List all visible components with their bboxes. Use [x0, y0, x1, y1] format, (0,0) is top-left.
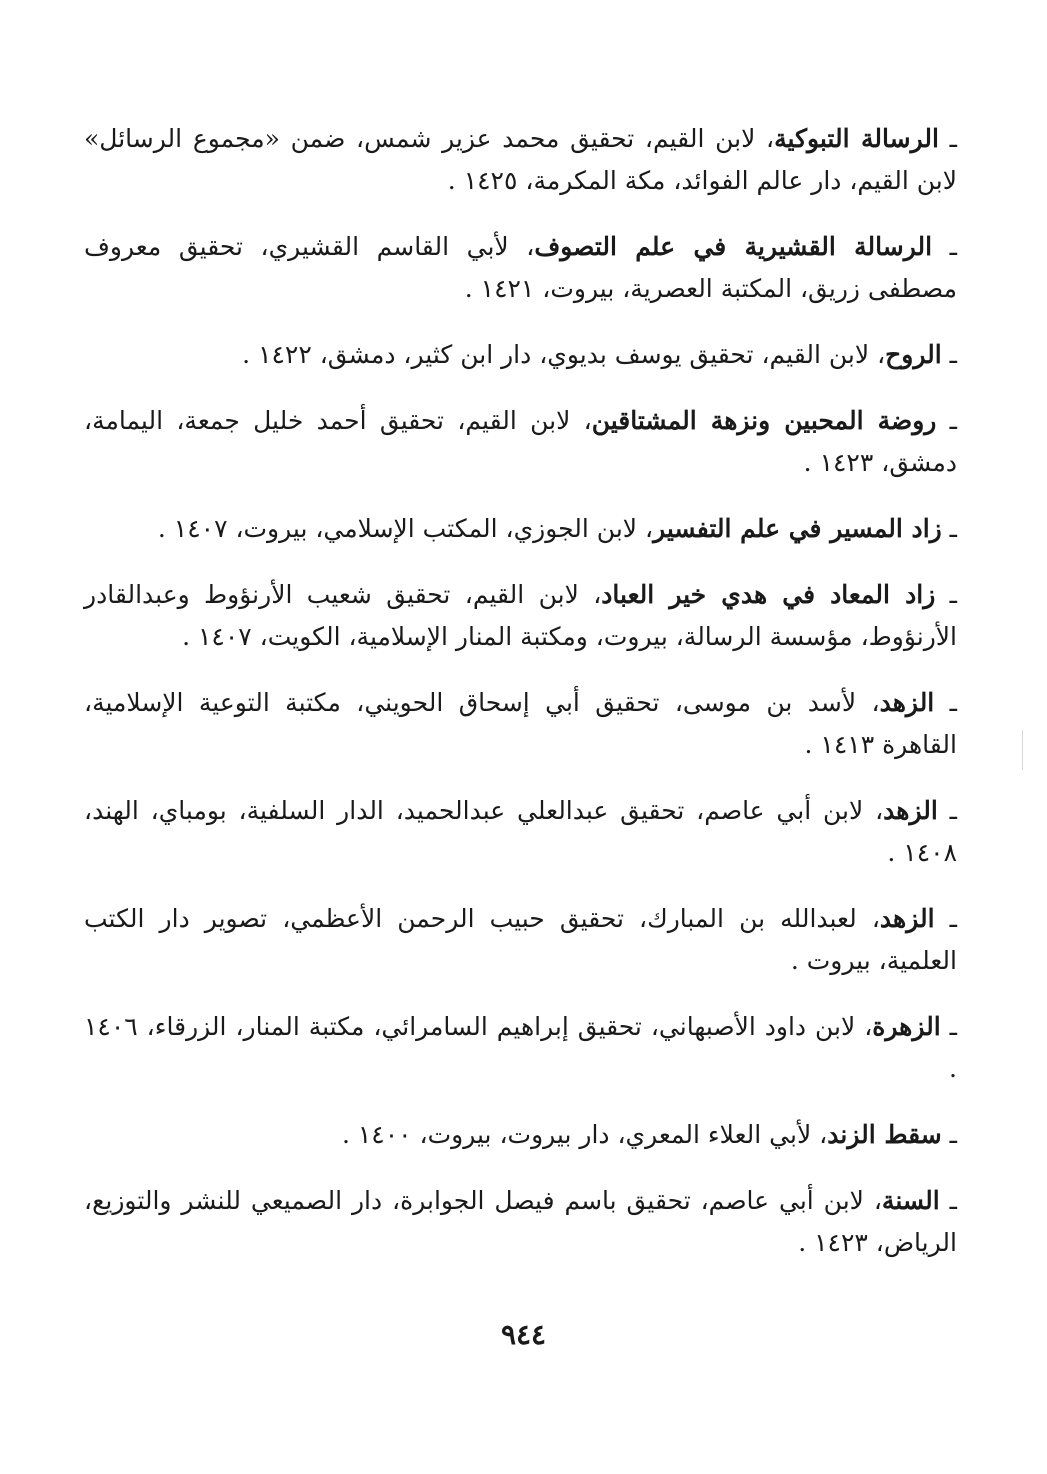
entry-dash: ـ	[937, 796, 957, 825]
entry-title: الزهرة	[872, 1012, 941, 1041]
entry-title: سقط الزند	[827, 1120, 942, 1149]
entry-title: روضة المحبين ونزهة المشتاقين	[591, 406, 937, 435]
entry-details: ، لأسد بن موسى، تحقيق أبي إسحاق الحويني، مكتبة التوعية الإسلامية، القاهرة ١٤١٣ .	[84, 688, 957, 759]
entry-dash: ـ	[934, 688, 957, 717]
entry-details: ، لابن أبي عاصم، تحقيق عبدالعلي عبدالحميد، الدار السلفية، بومباي، الهند، ١٤٠٨ .	[84, 796, 957, 867]
bibliography-entry	[84, 898, 957, 982]
bibliography-entry	[84, 790, 957, 874]
entry-details: ، لابن الجوزي، المكتب الإسلامي، بيروت، ١٤٠٧ .	[157, 514, 654, 543]
bibliography-entry	[84, 508, 957, 550]
bibliography-entry	[84, 226, 957, 310]
bibliography-entry	[84, 1114, 957, 1156]
entry-dash: ـ	[935, 580, 957, 609]
bibliography-entry	[84, 574, 957, 658]
entry-title: السنة	[881, 1186, 940, 1215]
entry-title: الروح	[885, 340, 942, 369]
bibliography-entry	[84, 400, 957, 484]
entry-dash: ـ	[939, 1186, 957, 1215]
entry-dash: ـ	[941, 340, 957, 369]
entry-dash: ـ	[932, 232, 957, 261]
entry-details: ، لابن القيم، تحقيق محمد عزير شمس، ضمن «مجموع الرسائل» لابن القيم، دار عالم الفوائد، مكة المكرمة، ١٤٢٥ .	[84, 124, 957, 195]
entry-details: ، لابن القيم، تحقيق أحمد خليل جمعة، اليمامة، دمشق، ١٤٢٣ .	[84, 406, 957, 477]
bibliography-entry	[84, 118, 957, 202]
entry-title: الزهد	[883, 796, 938, 825]
entry-details: ، لابن أبي عاصم، تحقيق باسم فيصل الجوابرة، دار الصميعي للنشر والتوزيع، الرياض، ١٤٢٣ .	[84, 1186, 957, 1257]
entry-title: الزهد	[879, 904, 935, 933]
bibliography-entry	[84, 682, 957, 766]
entry-title: زاد المسير في علم التفسير	[653, 514, 942, 543]
entry-title: الرسالة القشيرية في علم التصوف	[534, 232, 933, 261]
entry-dash: ـ	[938, 124, 957, 153]
entry-title: زاد المعاد في هدي خير العباد	[601, 580, 936, 609]
entry-details: ، لابن داود الأصبهاني، تحقيق إبراهيم السامرائي، مكتبة المنار، الزرقاء، ١٤٠٦ .	[84, 1012, 957, 1083]
entry-title: الزهد	[879, 688, 935, 717]
entry-dash: ـ	[936, 406, 958, 435]
entry-dash: ـ	[940, 1012, 957, 1041]
page-number: ٩٤٤	[500, 1318, 547, 1351]
entry-dash: ـ	[934, 904, 957, 933]
entry-title: الرسالة التبوكية	[774, 124, 939, 153]
entry-dash: ـ	[941, 514, 957, 543]
entry-dash: ـ	[941, 1120, 957, 1149]
entry-details: ، لأبي القاسم القشيري، تحقيق معروف مصطفى زريق، المكتبة العصرية، بيروت، ١٤٢١ .	[84, 232, 957, 303]
entry-details: ، لابن القيم، تحقيق يوسف بديوي، دار ابن كثير، دمشق، ١٤٢٢ .	[242, 340, 886, 369]
bibliography-entry	[84, 1180, 957, 1264]
entry-details: ، لعبدالله بن المبارك، تحقيق حبيب الرحمن الأعظمي، تصوير دار الكتب العلمية، بيروت .	[84, 904, 957, 975]
bibliography-entry	[84, 334, 957, 376]
entry-details: ، لابن القيم، تحقيق شعيب الأرنؤوط وعبدالقادر الأرنؤوط، مؤسسة الرسالة، بيروت، ومكتبة المنار الإسلامية، الكويت، ١٤٠٧ .	[84, 580, 957, 651]
bibliography-list	[84, 118, 957, 1288]
scan-mark	[1022, 730, 1023, 770]
bibliography-entry	[84, 1006, 957, 1090]
entry-details: ، لأبي العلاء المعري، دار بيروت، بيروت، ١٤٠٠ .	[341, 1120, 828, 1149]
